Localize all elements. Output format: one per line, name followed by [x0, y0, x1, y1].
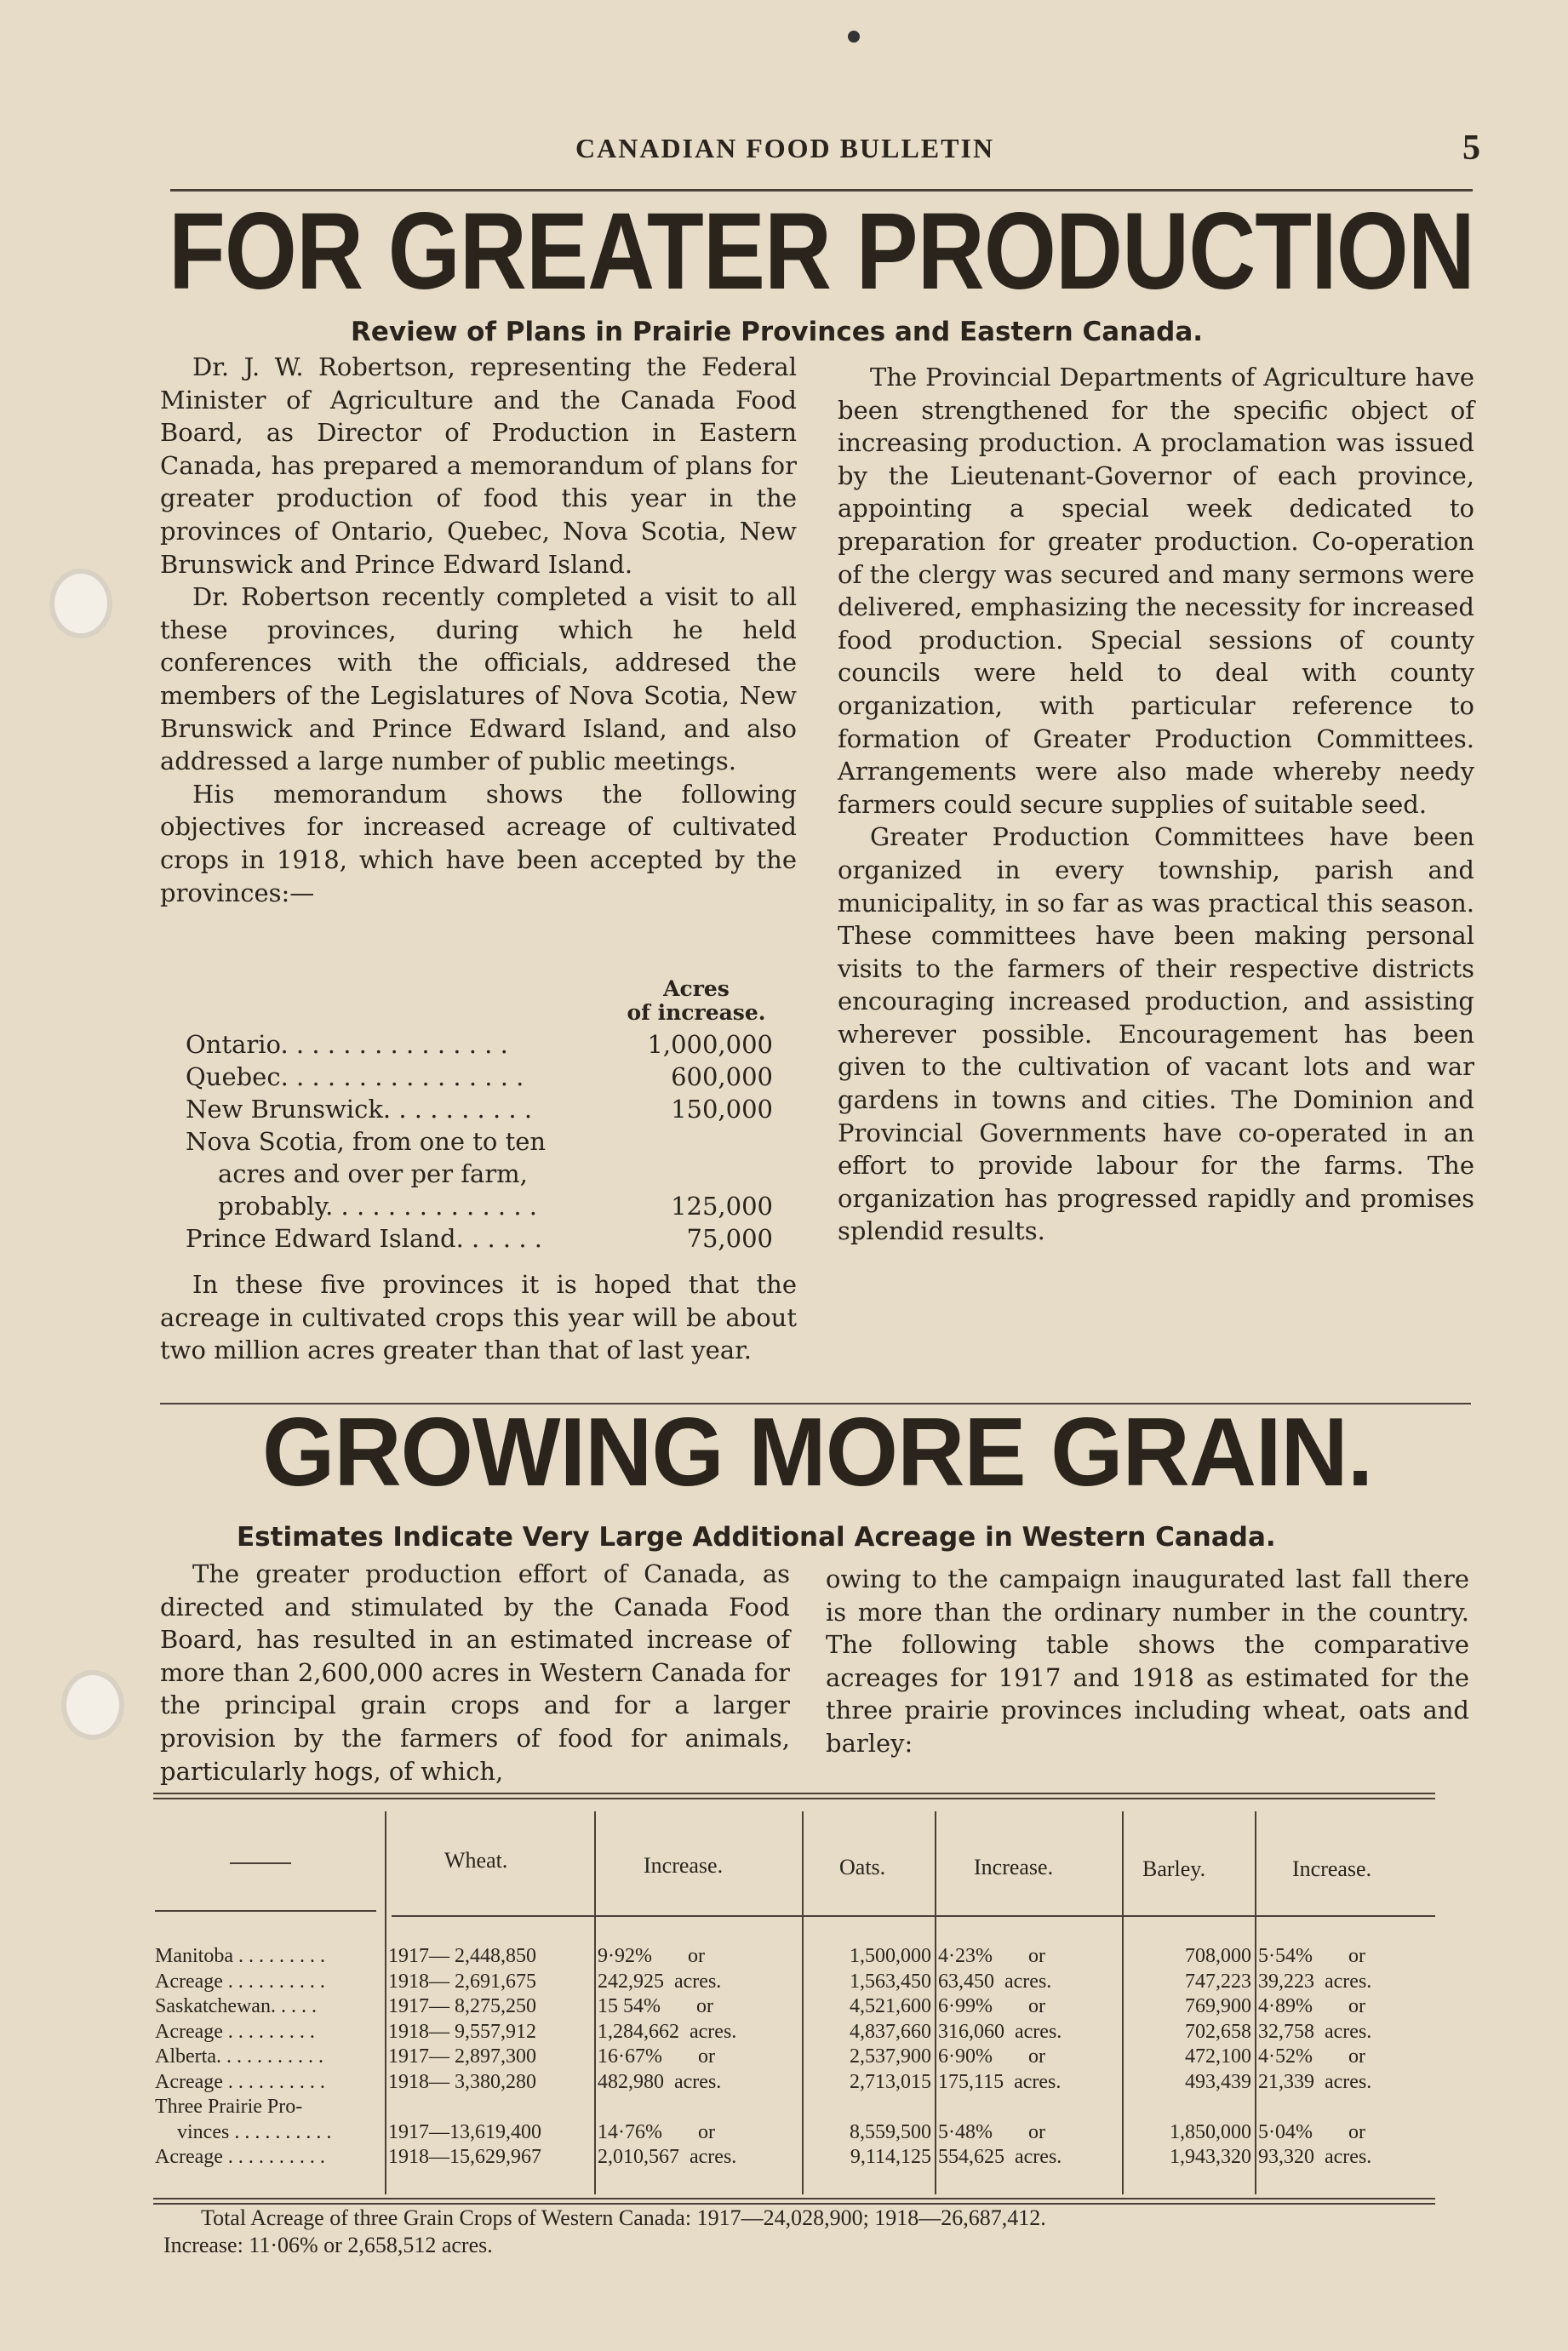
- oats-cell: 2,537,900: [850, 2045, 931, 2068]
- paragraph: His memorandum shows the following objectives for increased acreage of cultivated crops in 1918, which have been accepted by the provinces:—: [160, 779, 797, 907]
- binder-hole-top: [49, 569, 112, 638]
- barley-increase-cell: 32,758 acres.: [1258, 2020, 1372, 2043]
- barley-cell: 769,900: [1185, 1995, 1251, 2017]
- oats-increase-cell: 6·90% or: [938, 2045, 1045, 2068]
- totals-line: Total Acreage of three Grain Crops of Western Canada: 1917—24,028,900; 1918—26,687,412.: [201, 2205, 1046, 2230]
- barley-increase-cell: 4·52% or: [1258, 2045, 1365, 2068]
- barley-increase-cell: 5·54% or: [1258, 1945, 1365, 1967]
- table-bottom-rule: [153, 2198, 1435, 2199]
- col-header-wheat-increase: Increase.: [644, 1853, 724, 1878]
- row-label: Acreage . . . . . . . . . .: [155, 2146, 325, 2168]
- barley-increase-cell: 93,320 acres.: [1258, 2146, 1372, 2168]
- paragraph: In these five provinces it is hoped that the acreage in cultivated crops this year will be about two million acres greater than that of last year.: [160, 1270, 797, 1365]
- row-label: Ontario. . . . . . . . . . . . . . .: [186, 1030, 508, 1059]
- oats-increase-cell: 316,060 acres.: [938, 2020, 1062, 2043]
- wheat-cell: 1917— 8,275,250: [388, 1995, 536, 2017]
- article-subheading: Estimates Indicate Very Large Additional Acreage in Western Canada.: [237, 1522, 1276, 1553]
- acres-column-header: [611, 977, 781, 1025]
- row-label: Nova Scotia, from one to ten: [186, 1127, 547, 1156]
- paragraph: Dr. Robertson recently completed a visit to all these provinces, during which he held conferences with the officials, addresed the members of the Legislatures of Nova Scotia, New Brunswick and Prince Edward Island, and also addressed a large number of public meetings.: [160, 582, 797, 776]
- wheat-increase-cell: 15 54% or: [598, 1995, 713, 2017]
- row-label: Manitoba . . . . . . . . .: [155, 1945, 325, 1967]
- header-underline: [155, 1910, 376, 1912]
- oats-increase-cell: 5·48% or: [938, 2120, 1045, 2143]
- oats-increase-cell: 63,450 acres.: [938, 1970, 1052, 1993]
- barley-increase-cell: 4·89% or: [1258, 1995, 1365, 2017]
- row-value: 125,000: [671, 1192, 773, 1221]
- wheat-increase-cell: 1,284,662 acres.: [598, 2020, 737, 2043]
- paragraph: Greater Production Committees have been organized in every township, parish and municipality, in so far as was practical this season. These committees have been making personal visits to the farmers of their respective districts encouraging increased production, and assisting wherever possible. Encouragement has been given to the cultivation of vacant lots and war gardens in towns and cities. The Dominion and Provincial Governments have co-operated in an effort to provide labour for the farms. The organization has progressed rapidly and promises splendid results.: [838, 822, 1474, 1246]
- grain-totals-footer: [163, 2205, 1046, 2259]
- acres-header-line2: of increase.: [627, 1000, 766, 1025]
- column-divider: [594, 1811, 596, 2194]
- oats-cell: 8,559,500: [850, 2120, 931, 2143]
- row-label: Acreage . . . . . . . . . .: [155, 2070, 325, 2093]
- row-value: 600,000: [671, 1062, 773, 1091]
- row-value: 1,000,000: [647, 1030, 773, 1059]
- row-label: probably. . . . . . . . . . . . . .: [218, 1192, 538, 1221]
- col-header-oats: Oats.: [839, 1855, 886, 1879]
- wheat-cell: 1917—13,619,400: [388, 2120, 541, 2143]
- paragraph: The Provincial Departments of Agriculture have been strengthened for the specific object of increasing production. A proclamation was issued by the Lieutenant-Governor of each province, appointing a special week dedicated to preparation for greater production. Co-operation of the clergy was secured and many sermons were delivered, emphasizing the necessity for increased food production. Special sessions of county councils were held to deal with county organization, with particular reference to formation of Greater Production Committees. Arrangements were also made whereby needy farmers could secure supplies of suitable seed.: [838, 363, 1474, 819]
- wheat-cell: 1918—15,629,967: [388, 2146, 541, 2168]
- oats-cell: 1,563,450: [850, 1970, 931, 1993]
- column-divider: [1255, 1811, 1256, 2194]
- oats-cell: 4,837,660: [850, 2020, 931, 2043]
- article-headline: FOR GREATER PRODUCTION: [169, 191, 1475, 312]
- paragraph: owing to the campaign inaugurated last fall there is more than the ordinary number in the country. The following table shows the comparative acreages for 1917 and 1918 as estimated for the three prairie provinces including wheat, oats and barley:: [826, 1564, 1469, 1758]
- col-header-barley-increase: Increase.: [1292, 1856, 1372, 1881]
- col-header-wheat: Wheat.: [444, 1848, 508, 1873]
- article-subheading: Review of Plans in Prairie Provinces and Eastern Canada.: [351, 317, 1204, 347]
- wheat-cell: 1918— 2,691,675: [388, 1970, 536, 1993]
- wheat-cell: 1917— 2,448,850: [388, 1945, 536, 1967]
- row-label: Prince Edward Island. . . . . .: [186, 1224, 542, 1253]
- running-header-title: CANADIAN FOOD BULLETIN: [575, 133, 995, 163]
- binder-hole-bottom: [61, 1670, 124, 1740]
- oats-increase-cell: 175,115 acres.: [938, 2070, 1062, 2093]
- barley-cell: 747,223: [1185, 1970, 1251, 1993]
- oats-cell: 4,521,600: [850, 1995, 931, 2017]
- article-left-column: [160, 1558, 790, 1788]
- row-label: Alberta. . . . . . . . . . .: [155, 2045, 323, 2068]
- row-label: vinces . . . . . . . . . .: [177, 2120, 332, 2143]
- table-top-rule: [153, 1798, 1435, 1799]
- wheat-cell: 1917— 2,897,300: [388, 2045, 536, 2068]
- barley-cell: 1,943,320: [1170, 2146, 1251, 2168]
- row-label: New Brunswick. . . . . . . . . .: [186, 1095, 533, 1124]
- wheat-increase-cell: 242,925 acres.: [598, 1970, 722, 1993]
- row-label: acres and over per farm,: [218, 1159, 528, 1188]
- oats-cell: 9,114,125: [850, 2146, 931, 2168]
- acreage-objectives-table: [186, 972, 773, 1261]
- ink-dot: [848, 31, 860, 43]
- barley-increase-cell: 39,223 acres.: [1258, 1970, 1372, 1993]
- row-label: Quebec. . . . . . . . . . . . . . . .: [186, 1062, 524, 1091]
- barley-cell: 708,000: [1185, 1945, 1251, 1967]
- wheat-cell: 1918— 3,380,280: [388, 2070, 536, 2093]
- header-underline: [392, 1915, 1435, 1917]
- column-divider: [385, 1811, 386, 2194]
- article-right-column: [826, 1563, 1469, 1760]
- table-top-rule: [153, 1793, 1435, 1794]
- row-value: 150,000: [671, 1095, 773, 1124]
- wheat-increase-cell: 14·76% or: [598, 2120, 715, 2143]
- row-label: Saskatchewan. . . . .: [155, 1995, 317, 2017]
- column-divider: [935, 1811, 936, 2194]
- oats-increase-cell: 554,625 acres.: [938, 2146, 1062, 2168]
- increase-line: Increase: 11·06% or 2,658,512 acres.: [163, 2233, 493, 2257]
- paragraph: The greater production effort of Canada, as directed and stimulated by the Canada Food Board, has resulted in an estimated increase of more than 2,600,000 acres in Western Canada for the principal grain crops and for a larger provision by the farmers of food for animals, particularly hogs, of which,: [160, 1559, 790, 1786]
- col-header-barley: Barley.: [1142, 1856, 1206, 1881]
- paragraph: Dr. J. W. Robertson, representing the Federal Minister of Agriculture and the Canada Food Board, as Director of Production in Eastern Canada, has prepared a memorandum of plans for greater production of food this year in the provinces of Ontario, Quebec, Nova Scotia, New Brunswick and Prince Edward Island.: [160, 352, 797, 579]
- row-label: Acreage . . . . . . . . . .: [155, 1970, 325, 1993]
- barley-cell: 472,100: [1185, 2045, 1251, 2068]
- oats-increase-cell: 4·23% or: [938, 1945, 1045, 1967]
- page-number: 5: [1462, 129, 1480, 168]
- barley-cell: 702,658: [1185, 2020, 1251, 2043]
- barley-increase-cell: 21,339 acres.: [1258, 2070, 1372, 2093]
- article-right-column: [838, 361, 1474, 1248]
- oats-cell: 2,713,015: [850, 2070, 931, 2093]
- row-label: Three Prairie Pro-: [155, 2096, 303, 2118]
- wheat-increase-cell: 2,010,567 acres.: [598, 2146, 737, 2168]
- row-label: Acreage . . . . . . . . .: [155, 2020, 315, 2043]
- oats-cell: 1,500,000: [850, 1945, 931, 1967]
- barley-cell: 493,439: [1185, 2070, 1251, 2093]
- wheat-cell: 1918— 9,557,912: [388, 2020, 536, 2043]
- barley-increase-cell: 5·04% or: [1258, 2120, 1365, 2143]
- article-left-column: [160, 351, 797, 909]
- article-headline: GROWING MORE GRAIN.: [262, 1399, 1373, 1507]
- row-value: 75,000: [686, 1224, 773, 1253]
- wheat-increase-cell: 16·67% or: [598, 2045, 715, 2068]
- oats-increase-cell: 6·99% or: [938, 1995, 1045, 2017]
- wheat-increase-cell: 482,980 acres.: [598, 2070, 722, 2093]
- stub-dash: [230, 1862, 291, 1864]
- barley-cell: 1,850,000: [1170, 2120, 1251, 2143]
- acres-header-line1: Acres: [663, 976, 730, 1001]
- wheat-increase-cell: 9·92% or: [598, 1945, 705, 1967]
- article-left-closing: [160, 1268, 797, 1367]
- col-header-oats-increase: Increase.: [974, 1855, 1054, 1879]
